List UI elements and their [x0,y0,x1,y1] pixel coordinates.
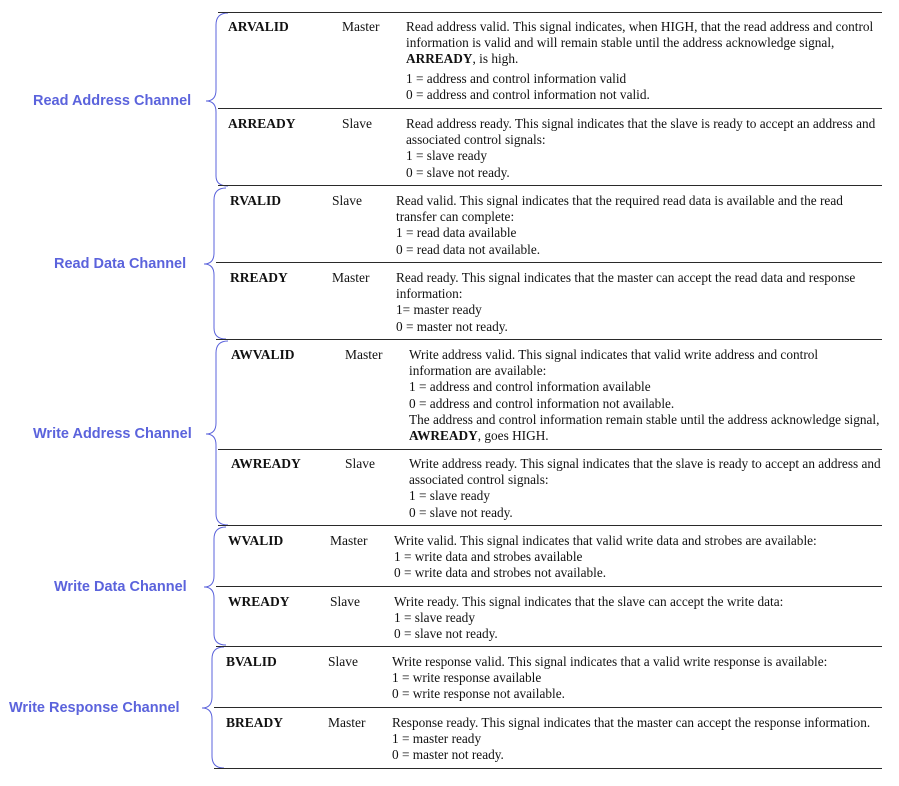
description-line: associated control signals: [406,132,546,148]
signal-source: Slave [332,193,362,208]
description-line: 0 = slave not ready. [409,504,513,520]
signal-description [406,19,873,103]
description-line: AWREADY, goes HIGH. [409,428,549,444]
signal-source: Slave [342,116,372,131]
description-line: 1 = address and control information valid [406,70,627,86]
signal-name: WVALID [228,533,284,548]
description-line: The address and control information remain stable until the address acknowledge signal, [409,411,880,427]
table-rule [216,339,882,340]
table-rule [216,646,882,647]
description-line: Write ready. This signal indicates that the slave can accept the write data: [394,594,784,609]
description-line: 1 = read data available [396,225,517,241]
signal-name: ARREADY [228,116,296,131]
signal-description [392,715,870,764]
channel-label-write-response: Write Response Channel [9,700,180,716]
description-line: Read valid. This signal indicates that the required read data is available and the read [396,193,843,208]
signal-name: RVALID [230,193,282,208]
signal-source: Master [332,270,370,285]
signal-source: Master [342,19,380,34]
table-rule [216,262,882,263]
table-rule [218,449,882,450]
description-line: Write valid. This signal indicates that valid write data and strobes are available: [394,533,817,548]
table-rule [218,108,882,109]
description-line: 1 = address and control information available [409,379,651,395]
description-line: 1= master ready [396,302,482,318]
description-line: 0 = master not ready. [392,747,504,763]
description-line: 0 = address and control information not valid. [406,86,650,102]
signal-name: RREADY [230,270,288,285]
description-line: Write address valid. This signal indicates that valid write address and control [409,347,819,362]
description-line: 0 = write response not available. [392,686,565,702]
channel-label-write-address: Write Address Channel [33,426,192,442]
signal-source: Slave [328,654,358,669]
signal-description [409,456,881,521]
signal-source: Slave [345,456,375,471]
description-line: ARREADY, is high. [406,51,519,67]
description-line: 0 = master not ready. [396,318,508,334]
description-line: 0 = address and control information not available. [409,395,675,411]
signal-source: Master [330,533,368,548]
description-line: 0 = read data not available. [396,241,541,257]
signal-name: WREADY [228,594,290,609]
channel-label-read-data: Read Data Channel [54,256,187,272]
signal-name: AWVALID [231,347,295,362]
description-line: 0 = slave not ready. [406,164,510,180]
description-line: 1 = slave ready [409,488,490,504]
table-rule [218,12,882,13]
brace-read-address [206,13,228,186]
signal-description [396,270,855,335]
signal-description [396,193,843,258]
channel-braces [0,0,230,786]
description-line: Read address valid. This signal indicates, when HIGH, that the read address and control [406,19,874,34]
signal-description [394,594,783,643]
description-line: transfer can complete: [396,209,515,225]
table-rule [214,707,882,708]
signal-description [392,654,827,703]
channel-label-write-data: Write Data Channel [54,579,187,595]
description-line: 1 = slave ready [394,610,475,626]
description-line: 1 = write data and strobes available [394,549,583,565]
description-line: Read address ready. This signal indicates that the slave is ready to accept an address and [406,116,876,131]
signal-reference: AWREADY [409,428,478,444]
description-line: Response ready. This signal indicates that the master can accept the response information. [392,715,871,730]
channel-label-read-address: Read Address Channel [33,93,192,109]
brace-write-address [206,341,228,525]
brace-read-data [204,188,226,339]
signal-name: BREADY [226,715,284,730]
description-line: information is valid and will remain stable until the address acknowledge signal, [406,35,835,51]
table-rule [216,586,882,587]
description-line: 1 = write response available [392,670,542,686]
description-line: Read ready. This signal indicates that the master can accept the read data and response [396,270,856,285]
signal-source: Master [328,715,366,730]
description-line: 0 = slave not ready. [394,626,498,642]
table-rule [214,768,882,769]
signal-source: Master [345,347,383,362]
description-line: information are available: [409,363,547,379]
signal-name: AWREADY [231,456,301,471]
description-line: Write response valid. This signal indicates that a valid write response is available: [392,654,828,669]
signal-source: Slave [330,594,360,609]
signal-name: BVALID [226,654,277,669]
table-rule [218,185,882,186]
description-line: 1 = master ready [392,731,482,747]
description-line: associated control signals: [409,472,549,488]
description-line: 0 = write data and strobes not available. [394,565,607,581]
description-line: information: [396,286,463,302]
table-rule [218,525,882,526]
signal-description [394,533,817,582]
description-line: 1 = slave ready [406,148,487,164]
description-line: Write address ready. This signal indicates that the slave is ready to accept an address and [409,456,881,471]
signal-description [406,116,875,181]
signal-description [409,347,879,444]
signal-reference: ARREADY [406,51,473,67]
signal-name: ARVALID [228,19,289,34]
